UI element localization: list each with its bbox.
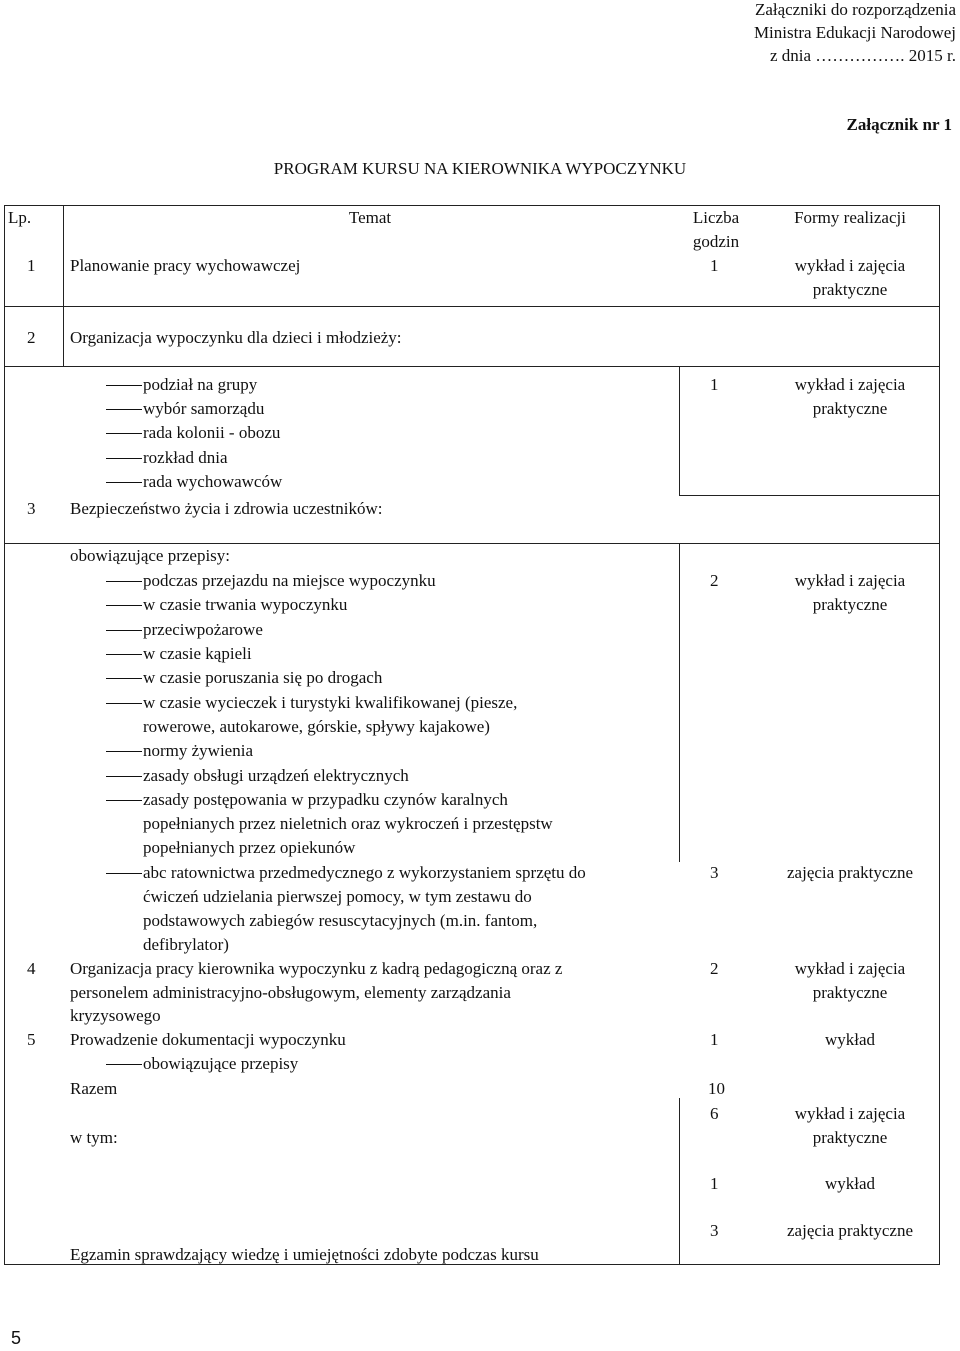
list-item: podczas przejazdu na miejsce wypoczynku: [143, 571, 436, 590]
list-item: obowiązujące przepisy: [143, 1054, 299, 1073]
list-dash: [106, 873, 142, 874]
column-header-topic: Temat: [348, 208, 392, 227]
list-dash: [106, 433, 142, 434]
list-item: zasady postępowania w przypadku czynów karalnych: [143, 790, 508, 809]
breakdown-form: zajęcia praktyczne: [787, 1221, 913, 1240]
row-form: wykład i zajęcia: [794, 375, 906, 394]
total-label: Razem: [70, 1079, 118, 1098]
list-dash: [106, 581, 142, 582]
page-number: 5: [11, 1328, 22, 1348]
row-form: wykład i zajęcia: [794, 959, 906, 978]
list-item: przeciwpożarowe: [143, 620, 263, 639]
list-dash: [106, 654, 142, 655]
header-line-1: Załączniki do rozporządzenia: [754, 0, 956, 19]
column-header-hours-2: godzin: [692, 232, 740, 251]
header-line-2: Ministra Edukacji Narodowej: [753, 23, 956, 42]
row-hours: 2: [710, 571, 719, 590]
list-item: normy żywienia: [143, 741, 253, 760]
header-line-3: z dnia ……………. 2015 r.: [769, 46, 956, 65]
row-topic-line-2: personelem administracyjno-obsługowym, elementy zarządzania: [70, 983, 511, 1002]
list-item-continued: ćwiczeń udzielania pierwszej pomocy, w tym zestawu do: [143, 887, 532, 906]
list-dash: [106, 482, 142, 483]
list-item: w czasie kąpieli: [143, 644, 252, 663]
row-hours: 1: [710, 256, 719, 275]
row-lp: 4: [27, 959, 36, 978]
list-dash: [106, 630, 142, 631]
exam-label: Egzamin sprawdzający wiedzę i umiejętności zdobyte podczas kursu: [70, 1245, 539, 1264]
row-form-2: praktyczne: [812, 595, 888, 614]
column-header-forms: Formy realizacji: [794, 208, 906, 227]
total-hours: 10: [708, 1079, 725, 1098]
breakdown-hours: 6: [710, 1104, 719, 1123]
row-subheading: obowiązujące przepisy:: [70, 546, 231, 565]
list-item: w czasie wycieczek i turystyki kwalifikowanej (piesze,: [143, 693, 518, 712]
list-item-continued: popełnianych przez opiekunów: [143, 838, 356, 857]
list-dash: [106, 776, 142, 777]
list-dash: [106, 678, 142, 679]
document-title: PROGRAM KURSU NA KIEROWNIKA WYPOCZYNKU: [273, 159, 687, 178]
list-item: w czasie trwania wypoczynku: [143, 595, 348, 614]
row-form-2: praktyczne: [812, 399, 888, 418]
row-form-2: praktyczne: [812, 280, 888, 299]
list-item: podział na grupy: [143, 375, 258, 394]
breakdown-form: wykład: [824, 1174, 876, 1193]
list-item: wybór samorządu: [143, 399, 265, 418]
list-dash: [106, 458, 142, 459]
row-lp: 5: [27, 1030, 36, 1049]
row-topic: Organizacja pracy kierownika wypoczynku z kadrą pedagogiczną oraz z: [70, 959, 563, 978]
row-hours: 3: [710, 863, 719, 882]
column-header-hours: Liczba: [692, 208, 740, 227]
list-dash: [106, 751, 142, 752]
list-item: rada kolonii - obozu: [143, 423, 281, 442]
row-topic-line-3: kryzysowego: [70, 1006, 161, 1025]
row-form: wykład i zajęcia: [794, 571, 906, 590]
breakdown-form: wykład i zajęcia: [794, 1104, 906, 1123]
list-dash: [106, 703, 142, 704]
breakdown-hours: 1: [710, 1174, 719, 1193]
row-lp: 1: [27, 256, 36, 275]
row-lp: 2: [27, 328, 36, 347]
breakdown-form-2: praktyczne: [812, 1128, 888, 1147]
list-item: rozkład dnia: [143, 448, 228, 467]
list-dash: [106, 385, 142, 386]
breakdown-hours: 3: [710, 1221, 719, 1240]
annex-label: Załącznik nr 1: [846, 115, 952, 134]
list-dash: [106, 409, 142, 410]
row-form: zajęcia praktyczne: [787, 863, 913, 882]
list-dash: [106, 800, 142, 801]
breakdown-label: w tym:: [70, 1128, 118, 1147]
column-header-lp: Lp.: [8, 208, 32, 227]
list-item: rada wychowawców: [143, 472, 283, 491]
list-item-continued: popełnianych przez nieletnich oraz wykroczeń i przestępstw: [143, 814, 553, 833]
row-hours: 1: [710, 1030, 719, 1049]
list-item-continued: defibrylator): [143, 935, 229, 954]
row-form-2: praktyczne: [812, 983, 888, 1002]
row-topic: Organizacja wypoczynku dla dzieci i młodzieży:: [70, 328, 402, 347]
row-form: wykład: [824, 1030, 876, 1049]
row-topic: Prowadzenie dokumentacji wypoczynku: [70, 1030, 346, 1049]
row-topic: Bezpieczeństwo życia i zdrowia uczestników:: [70, 499, 383, 518]
row-lp: 3: [27, 499, 36, 518]
list-item-continued: podstawowych zabiegów resuscytacyjnych (m.in. fantom,: [143, 911, 538, 930]
list-dash: [106, 605, 142, 606]
list-dash: [106, 1064, 142, 1065]
row-hours: 1: [710, 375, 719, 394]
row-form: wykład i zajęcia: [794, 256, 906, 275]
list-item: abc ratownictwa przedmedycznego z wykorzystaniem sprzętu do: [143, 863, 586, 882]
list-item: zasady obsługi urządzeń elektrycznych: [143, 766, 409, 785]
list-item-continued: rowerowe, autokarowe, górskie, spływy kajakowe): [143, 717, 490, 736]
list-item: w czasie poruszania się po drogach: [143, 668, 383, 687]
row-topic: Planowanie pracy wychowawczej: [70, 256, 301, 275]
row-hours: 2: [710, 959, 719, 978]
